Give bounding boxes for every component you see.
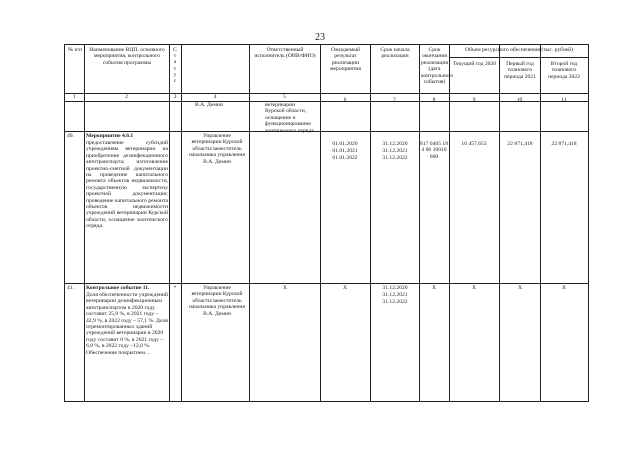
start-date: Х bbox=[342, 285, 348, 291]
budget-code: 817 0405 18 4 06 10010 600 bbox=[420, 141, 448, 160]
end-date: 31.12.2021 bbox=[382, 292, 408, 298]
budget-code: Х bbox=[431, 285, 437, 291]
row-divider bbox=[65, 283, 588, 284]
header-name: Наименование ВЦП, основного мероприятия, контрольного события программы bbox=[89, 47, 165, 66]
start-date: 01.01.2021 bbox=[332, 148, 358, 154]
row-divider bbox=[449, 57, 588, 58]
start-date: 01.01.2022 bbox=[332, 155, 358, 161]
col-number: 3 bbox=[173, 94, 177, 100]
amount-2020: Х bbox=[471, 285, 477, 291]
amount-2022: Х bbox=[561, 285, 567, 291]
row-number: 40. bbox=[67, 133, 74, 139]
header-year-2020: Текущий год 2020 bbox=[452, 61, 497, 67]
col-number: 8 bbox=[432, 97, 436, 103]
start-date: 01.01.2020 bbox=[332, 141, 358, 147]
col-number: 7 bbox=[393, 97, 396, 103]
row-description: Доля обеспеченности учреждений ветеринарии дезинфекционным автотранспортом в 2020 году составит 25,0 %, в 2021 году – 42,9 %, в 2022 году – 57,1 %. Доля отремонтированных зданий учреждений ветеринарии в 2020 году составит 0 %, в 2021 году – 6,0 %, в 2022 году –12,0 %. Обеспечение покрытием… bbox=[86, 292, 168, 356]
col-number: 11 bbox=[561, 97, 567, 103]
col-number: 6 bbox=[343, 97, 347, 103]
end-date: 31.12.2020 bbox=[382, 141, 408, 147]
header-status: С т а т у с bbox=[173, 47, 177, 85]
header-start: Срок начала реализации bbox=[380, 47, 410, 60]
amount-2021: 22 871,418 bbox=[507, 141, 533, 147]
program-table bbox=[64, 44, 589, 402]
col-number: 5 bbox=[283, 94, 286, 100]
row-result: Х bbox=[282, 285, 288, 291]
end-date: 31.12.2021 bbox=[382, 148, 408, 154]
end-date: 31.12.2022 bbox=[382, 299, 408, 305]
row-status: * bbox=[173, 285, 177, 291]
col-number: 4 bbox=[213, 94, 217, 100]
amount-2021: Х bbox=[517, 285, 523, 291]
row-title: Мероприятие 4.6.1 bbox=[86, 133, 134, 139]
header-resource-group: Объем ресурсного обеспечения (тыс. рублей) bbox=[465, 47, 573, 53]
row-executor: Управление ветеринарии Курской области/заместитель начальника управления В.А. Демин bbox=[189, 133, 245, 165]
amount-2020: 16 457,653 bbox=[461, 141, 487, 147]
page-number: 23 bbox=[315, 32, 325, 43]
end-date: 31.12.2020 bbox=[382, 285, 408, 291]
header-year-2021: Первый год планового периода 2021 bbox=[504, 61, 536, 80]
header-num: № п/п bbox=[67, 47, 83, 53]
col-number: 1 bbox=[73, 94, 76, 100]
row-title: Контрольное событие 11. bbox=[86, 285, 150, 291]
row-number: 41. bbox=[67, 285, 74, 291]
header-executor: Ответственный исполнитель (ОИВ/ФИО) bbox=[254, 47, 316, 60]
row-divider bbox=[65, 131, 588, 132]
col-number: 10 bbox=[516, 97, 523, 103]
end-date: 31.12.2022 bbox=[382, 155, 408, 161]
col-number: 2 bbox=[125, 94, 128, 100]
header-year-2022: Второй год планового периода 2022 bbox=[548, 61, 580, 80]
row-description: предоставление субсидий учреждениям ветеринарии на приобретение дезинфекционного автотранспорта; изготовление проектно-сметной документации на проведение капитального ремонта объектов недвижимости, государственную экспертизу проектной документации; проведение капитального ремонта объектов недвижимости учреждений ветеринарии Курской области; оснащение зоотического отряда. bbox=[86, 140, 168, 230]
header-end: Срок окончания реализации (дата контрольного события) bbox=[421, 47, 454, 86]
row-executor: Управление ветеринарии Курской области/заместитель начальника управления В.А. Демин bbox=[189, 285, 245, 317]
col-number: 9 bbox=[472, 97, 476, 103]
amount-2022: 22 871,418 bbox=[551, 141, 577, 147]
header-result: Ожидаемый результат реализации мероприятия bbox=[330, 47, 361, 73]
continuation-executor: В.А. Демин bbox=[195, 102, 223, 108]
continuation-result: ветеринарии Курской области, оснащение и функционирование зоотического отряда. bbox=[265, 102, 315, 134]
